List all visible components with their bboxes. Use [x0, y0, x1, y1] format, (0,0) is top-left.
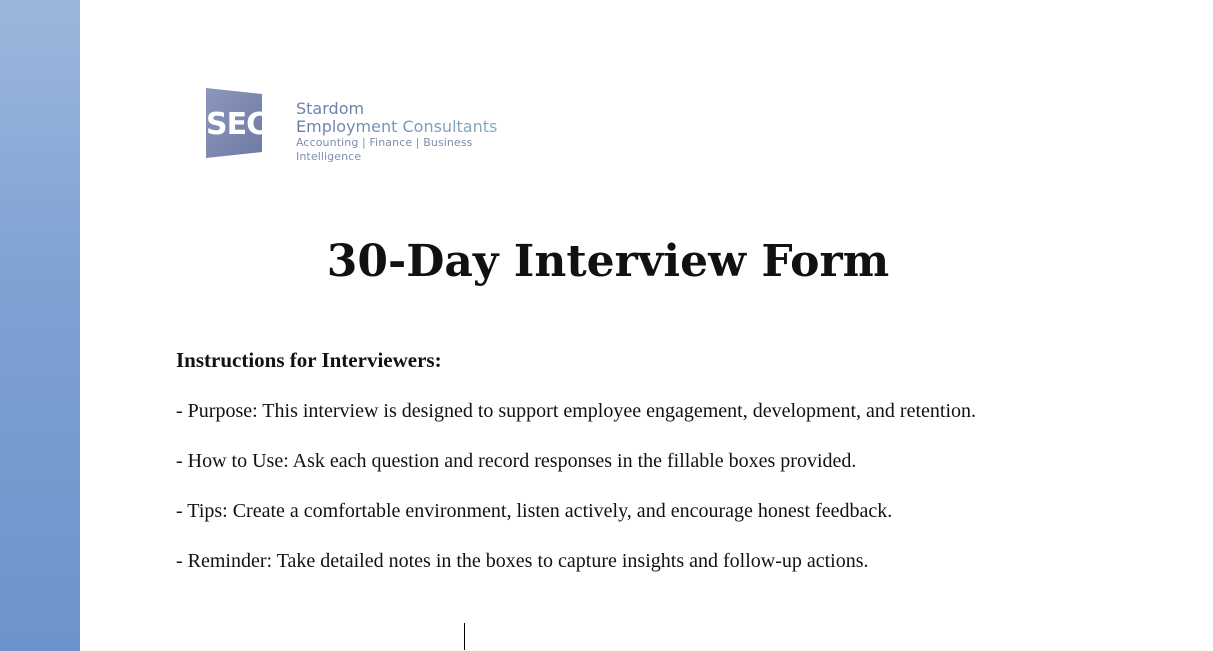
logo-company-name-line1: Stardom	[296, 99, 365, 118]
logo-mark-text: SEC	[206, 107, 268, 142]
sec-logo-icon	[204, 88, 294, 158]
instructions-heading: Instructions for Interviewers:	[176, 348, 442, 372]
instruction-how-to-use: - How to Use: Ask each question and record responses in the fillable boxes provided.	[176, 450, 857, 472]
logo-tagline: Accounting | Finance | Business Intelligence	[296, 136, 473, 163]
instruction-tips: - Tips: Create a comfortable environment, listen actively, and encourage honest feedback.	[176, 500, 893, 522]
instructions-section	[176, 346, 1056, 596]
text-cursor[interactable]	[464, 623, 465, 650]
logo-company-name-line2: Employment Consultants	[296, 118, 524, 136]
decorative-side-bar	[0, 0, 80, 651]
logo-wordmark	[296, 100, 524, 164]
company-logo	[204, 88, 524, 163]
instruction-reminder: - Reminder: Take detailed notes in the boxes to capture insights and follow-up actions.	[176, 550, 869, 572]
document-title: 30-Day Interview Form	[326, 236, 890, 287]
instruction-purpose: - Purpose: This interview is designed to support employee engagement, development, and retention.	[176, 400, 976, 422]
